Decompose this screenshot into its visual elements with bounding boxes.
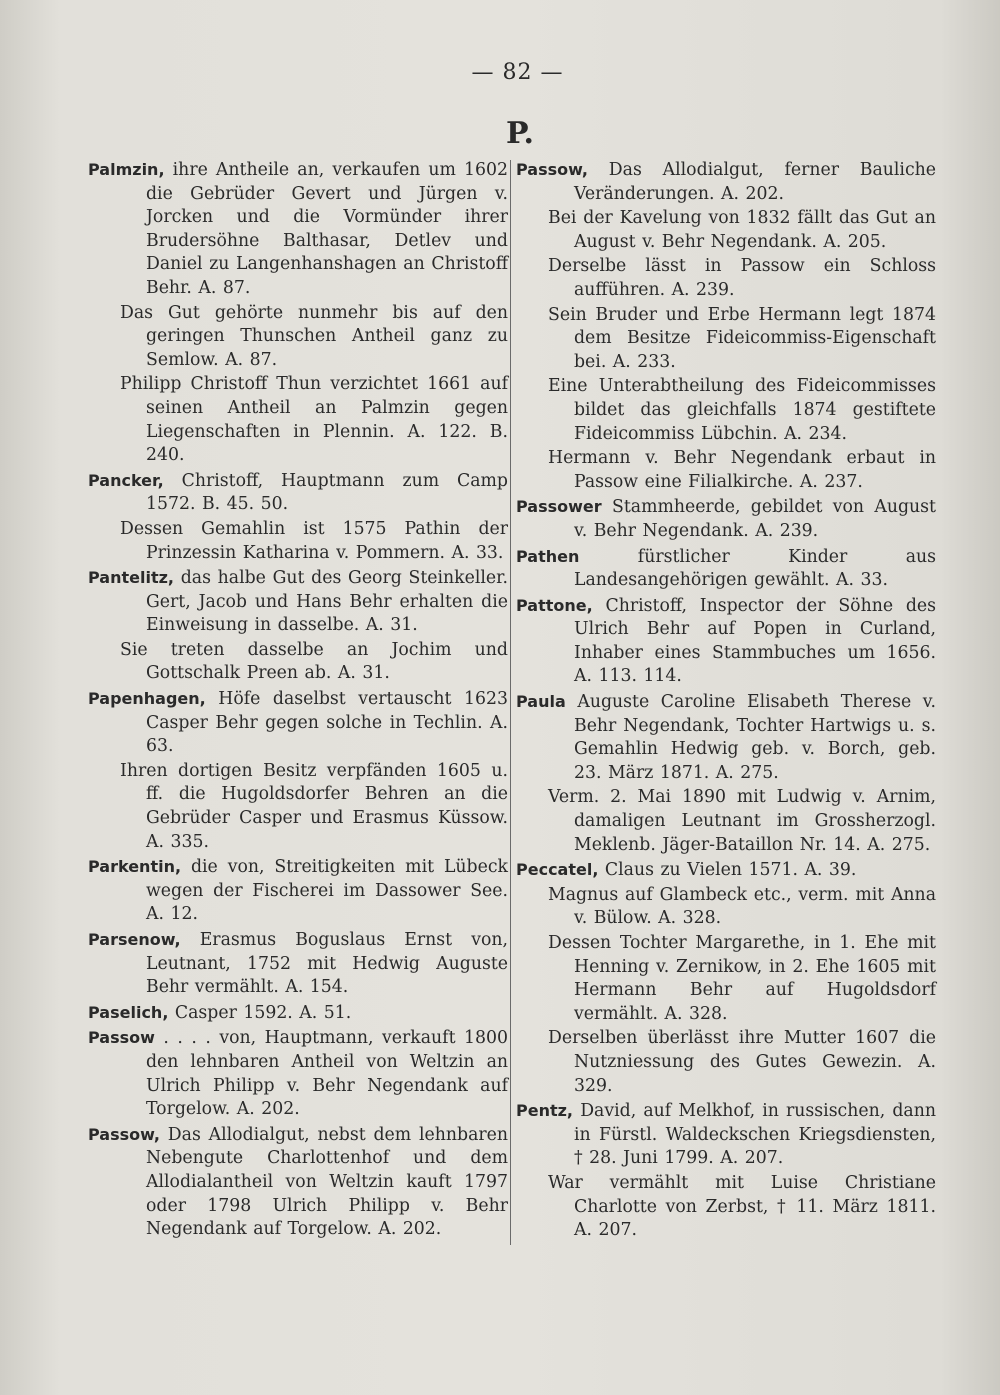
index-subentry: [88, 373, 508, 467]
entry-text: . . . . von, Hauptmann, verkauft 1800 den lehnbaren Antheil von Weltzin an Ulrich Philipp v. Behr Negendank auf Torgelow. A. 202.: [146, 1028, 508, 1120]
entry-text: Casper 1592. A. 51.: [174, 1002, 352, 1023]
entry-text: Das Allodialgut, ferner Bauliche Veränderungen. A. 202.: [574, 160, 936, 204]
index-entry: [516, 545, 936, 593]
entry-headword: Palmzin,: [88, 160, 165, 179]
entry-headword: Passow,: [516, 160, 588, 179]
index-subentry: [516, 1027, 936, 1098]
index-entry: [88, 1026, 508, 1121]
index-subentry: [516, 207, 936, 254]
entry-text: Dessen Gemahlin ist 1575 Pathin der Prinzessin Katharina v. Pommern. A. 33.: [120, 518, 508, 563]
entry-headword: Peccatel,: [516, 860, 599, 880]
index-entry: [516, 158, 936, 206]
index-subentry: [516, 932, 936, 1026]
entry-headword: Paselich,: [88, 1002, 169, 1022]
entry-text: Stammheerde, gebildet von August v. Behr Negendank. A. 239.: [574, 497, 936, 541]
entry-headword: Passow,: [88, 1124, 160, 1144]
entry-text: Das Gut gehörte nunmehr bis auf den geringen Thunschen Antheil ganz zu Semlow. A. 87.: [120, 302, 508, 370]
entry-headword: Pathen: [516, 546, 580, 566]
entry-headword: Pantelitz,: [88, 568, 174, 588]
entry-text: Sie treten dasselbe an Jochim und Gottschalk Preen ab. A. 31.: [120, 639, 508, 684]
index-entry: [516, 495, 936, 543]
index-entry: [88, 687, 508, 759]
page-number: — 82 —: [471, 60, 564, 85]
entry-headword: Papenhagen,: [88, 689, 206, 709]
entry-text: ihre Antheile an, verkaufen um 1602 die Gebrüder Gevert und Jürgen v. Jorcken und die Vormünder ihrer Brudersöhne Balthasar, Detlev und Daniel zu Langenhanshagen an Christoff Behr. A. 87.: [146, 160, 508, 298]
entry-text: Verm. 2. Mai 1890 mit Ludwig v. Arnim, damaligen Leutnant im Grossherzogl. Meklenb. Jäger-Bataillon Nr. 14. A. 275.: [548, 787, 936, 855]
entry-text: Christoff, Inspector der Söhne des Ulrich Behr auf Popen in Curland, Inhaber eines Stammbuches um 1656. A. 113. 114.: [574, 595, 936, 687]
index-entry: [88, 1123, 508, 1242]
index-entry: [88, 469, 508, 517]
index-entry: [88, 855, 508, 927]
index-subentry: [88, 760, 508, 854]
entry-text: War vermählt mit Luise Christiane Charlotte von Zerbst, † 11. März 1811. A. 207.: [548, 1172, 936, 1241]
index-subentry: [516, 304, 936, 375]
entry-headword: Passow: [88, 1028, 155, 1048]
entry-text: Ihren dortigen Besitz verpfänden 1605 u. ff. die Hugoldsdorfer Behren an die Gebrüder Casper und Erasmus Küssow. A. 335.: [120, 760, 508, 852]
entry-headword: Pentz,: [516, 1101, 574, 1121]
entry-text: David, auf Melkhof, in russischen, dann in Fürstl. Waldeckschen Kriegsdiensten, † 28. Juni 1799. A. 207.: [574, 1101, 936, 1169]
entry-text: Das Allodialgut, nebst dem lehnbaren Nebengute Charlottenhof und dem Allodialantheil von Weltzin kauft 1797 oder 1798 Ulrich Philipp v. Behr Negendank auf Torgelow. A. 202.: [146, 1124, 508, 1240]
entry-text: Auguste Caroline Elisabeth Therese v. Behr Negendank, Tochter Hartwigs u. s. Gemahlin Hedwig geb. v. Borch, geb. 23. März 1871. A. 275.: [574, 692, 937, 783]
entry-text: die von, Streitigkeiten mit Lübeck wegen der Fischerei im Dassower See. A. 12.: [146, 857, 508, 925]
entry-text: Claus zu Vielen 1571. A. 39.: [604, 860, 857, 881]
entry-text: Philipp Christoff Thun verzichtet 1661 auf seinen Antheil an Palmzin gegen Liegenschaften in Plennin. A. 122. B. 240.: [120, 374, 508, 466]
index-subentry: [88, 518, 508, 565]
index-subentry: [516, 375, 936, 446]
index-subentry: [88, 639, 508, 686]
entry-text: Dessen Tochter Margarethe, in 1. Ehe mit Henning v. Zernikow, in 2. Ehe 1605 mit Hermann Behr auf Hugoldsdorf vermählt. A. 328.: [548, 933, 936, 1024]
entry-text: Hermann v. Behr Negendank erbaut in Passow eine Filialkirche. A. 237.: [548, 448, 936, 492]
left-column: [88, 158, 508, 1243]
entry-text: Christoff, Hauptmann zum Camp 1572. B. 45. 50.: [146, 470, 508, 515]
entry-text: Derselben überlässt ihre Mutter 1607 die Nutzniessung des Gutes Gewezin. A. 329.: [548, 1028, 936, 1096]
index-subentry: [516, 447, 936, 494]
index-entry: [88, 566, 508, 638]
entry-headword: Paula: [516, 692, 566, 712]
index-entry: [88, 1001, 508, 1026]
index-entry: [516, 1099, 936, 1171]
index-entry: [88, 158, 508, 301]
index-subentry: [516, 255, 936, 302]
column-divider: [510, 160, 511, 1245]
entry-text: Erasmus Boguslaus Ernst von, Leutnant, 1752 mit Hedwig Auguste Behr vermählt. A. 154.: [146, 930, 509, 998]
entry-headword: Parkentin,: [88, 857, 182, 877]
index-subentry: [516, 786, 936, 857]
entry-headword: Parsenow,: [88, 930, 181, 949]
index-entry: [516, 690, 936, 785]
index-entry: [88, 928, 508, 1000]
index-entry: [516, 858, 936, 883]
index-subentry: [516, 1172, 936, 1243]
right-column: [516, 158, 936, 1244]
entry-text: Eine Unterabtheilung des Fideicommisses bildet das gleichfalls 1874 gestiftete Fideicommiss Lübchin. A. 234.: [548, 376, 936, 444]
entry-headword: Passower: [516, 497, 602, 517]
entry-text: Magnus auf Glambeck etc., verm. mit Anna v. Bülow. A. 328.: [548, 884, 936, 929]
entry-text: das halbe Gut des Georg Steinkeller. Gert, Jacob und Hans Behr erhalten die Einweisung in dasselbe. A. 31.: [146, 568, 508, 636]
entry-text: Bei der Kavelung von 1832 fällt das Gut an August v. Behr Negendank. A. 205.: [548, 208, 936, 252]
entry-text: Sein Bruder und Erbe Hermann legt 1874 dem Besitze Fideicommiss-Eigenschaft bei. A. 233.: [548, 304, 936, 372]
index-subentry: [88, 302, 508, 373]
entry-text: Höfe daselbst vertauscht 1623 Casper Behr gegen solche in Techlin. A. 63.: [146, 689, 508, 757]
index-entry: [516, 594, 936, 689]
entry-text: Derselbe lässt in Passow ein Schloss aufführen. A. 239.: [548, 256, 936, 300]
section-letter: P.: [505, 116, 535, 151]
entry-headword: Pancker,: [88, 470, 164, 490]
entry-headword: Pattone,: [516, 595, 593, 615]
entry-text: fürstlicher Kinder aus Landesangehörigen gewählt. A. 33.: [574, 546, 936, 591]
index-subentry: [516, 884, 936, 931]
